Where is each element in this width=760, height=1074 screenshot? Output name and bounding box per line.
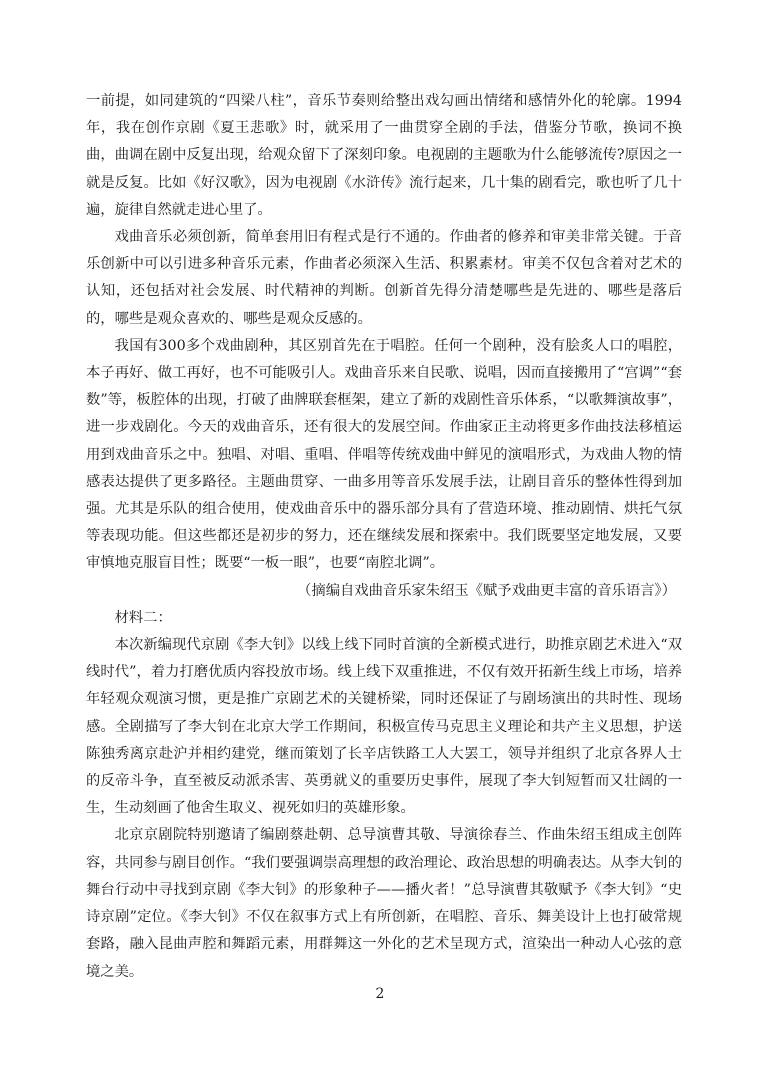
- section-heading-material-two: 材料二：: [114, 609, 172, 626]
- paragraph-innovation: 戏曲音乐必须创新，简单套用旧有程式是行不通的。作曲者的修养和审美非常关键。于音乐创新中可以引进多种音乐元素，作曲者必须深入生活、积累素材。审美不仅包含着对艺术的认知，还包括对社会发展、时代精神的判断。创新首先得分清楚哪些是先进的、哪些是落后的，哪些是观众喜欢的、哪些是观众反感的。: [86, 229, 682, 327]
- source-attribution: （摘编自戏曲音乐家朱绍玉《赋予戏曲更丰富的音乐语言》）: [297, 582, 676, 599]
- document-page: [86, 88, 682, 986]
- paragraph-opera-genres: 我国有300多个戏曲剧种，其区别首先在于唱腔。任何一个剧种，没有脍炙人口的唱腔，本子再好、做工再好，也不可能吸引人。戏曲音乐来自民歌、说唱，因而直接搬用了“宫调”“套数”等，板腔体的出现，打破了曲牌联套框架，建立了新的戏剧性音乐体系，“以歌舞演故事”，进一步戏剧化。今天的戏曲音乐，还有很大的发展空间。作曲家正主动将更多作曲技法移植运用到戏曲音乐之中。独唱、对唱、重唱、伴唱等传统戏曲中鲜见的演唱形式，为戏曲人物的情感表达提供了更多路径。主题曲贯穿、一曲多用等音乐发展手法，让剧目音乐的整体性得到加强。尤其是乐队的组合使用，使戏曲音乐中的器乐部分具有了营造环境、推动剧情、烘托气氛等表现功能。但这些都还是初步的努力，还在继续发展和探索中。我们既要坚定地发展，又要审慎地克服盲目性；既要“一板一眼”，也要“南腔北调”。: [86, 337, 682, 572]
- page-number: 2: [375, 986, 385, 1002]
- paragraph-continuation: 一前提，如同建筑的“四梁八柱”，音乐节奏则给整出戏勾画出情绪和感情外化的轮廓。1994年，我在创作京剧《夏王悲歌》时，就采用了一曲贯穿全剧的手法，借鉴分节歌，换词不换曲，曲调在剧中反复出现，给观众留下了深刻印象。电视剧的主题歌为什么能够流传?原因之一就是反复。比如《好汉歌》，因为电视剧《水浒传》流行起来，几十集的剧看完，歌也听了几十遍，旋律自然就走进心里了。: [86, 93, 682, 218]
- paragraph-creative-team: 北京京剧院特别邀请了编剧蔡赴朝、总导演曹其敬、导演徐春兰、作曲朱绍玉组成主创阵容，共同参与剧目创作。“我们要强调崇高理想的政治理论、政治思想的明确表达。从李大钊的舞台行动中寻找到京剧《李大钊》的形象种子——播火者！”总导演曹其敬赋予《李大钊》“史诗京剧”定位。《李大钊》不仅在叙事方式上有所创新，在唱腔、音乐、舞美设计上也打破常规套路，融入昆曲声腔和舞蹈元素，用群舞这一外化的艺术呈现方式，渲染出一种动人心弦的意境之美。: [86, 827, 682, 980]
- paragraph-li-dazhao-premiere: 本次新编现代京剧《李大钊》以线上线下同时首演的全新模式进行，助推京剧艺术进入“双线时代”，着力打磨优质内容投放市场。线上线下双重推进，不仅有效开拓新生线上市场，培养年轻观众观演习惯，更是推广京剧艺术的关键桥梁，同时还保证了与剧场演出的共时性、现场感。全剧描写了李大钊在北京大学工作期间，积极宣传马克思主义理论和共产主义思想，护送陈独秀离京赴沪并相约建党，继而策划了长辛店铁路工人大罢工，领导并组织了北京各界人士的反帝斗争，直至被反动派杀害、英勇就义的重要历史事件，展现了李大钊短暂而又壮阔的一生，生动刻画了他舍生取义、视死如归的英雄形象。: [86, 637, 682, 817]
